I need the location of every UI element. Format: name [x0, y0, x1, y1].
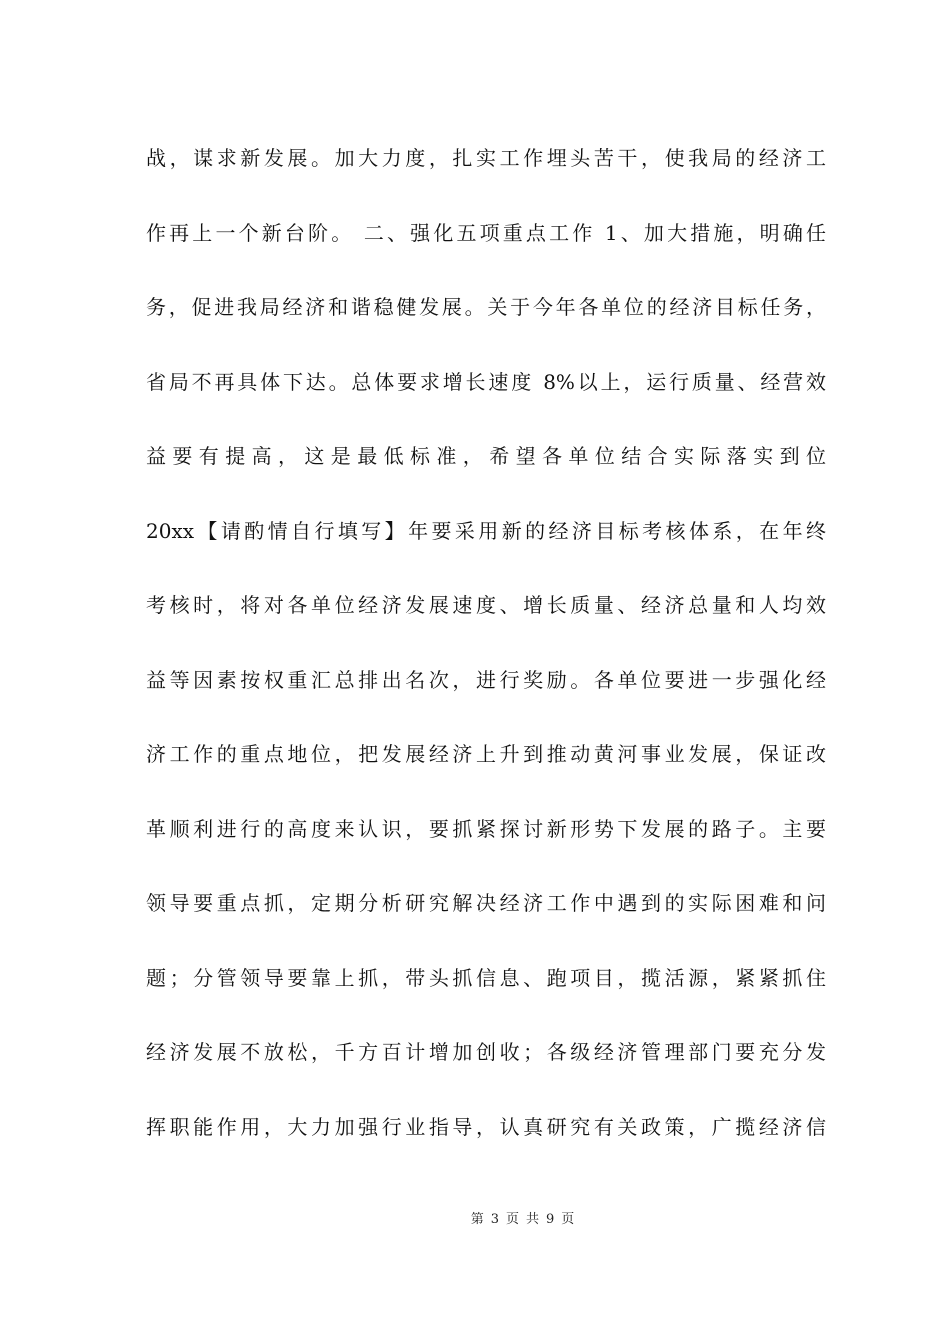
- page-footer: [0, 1208, 950, 1227]
- text-line: 领导要重点抓，定期分析研究解决经济工作中遇到的实际困难和问: [146, 891, 826, 915]
- text-line: 革顺利进行的高度来认识，要抓紧探讨新形势下发展的路子。主要: [146, 816, 826, 841]
- text-line: 务，促进我局经济和谐稳健发展。关于今年各单位的经济目标任务，: [146, 295, 826, 319]
- text-line: 战，谋求新发展。加大力度，扎实工作埋头苦干，使我局的经济工: [146, 146, 826, 170]
- text-line: 挥职能作用，大力加强行业指导，认真研究有关政策，广揽经济信: [146, 1114, 826, 1139]
- text-line: 20xx【请酌情自行填写】年要采用新的经济目标考核体系，在年终: [146, 518, 826, 543]
- text-line: 题；分管领导要靠上抓，带头抓信息、跑项目，揽活源，紧紧抓住: [146, 965, 826, 990]
- text-line: 益等因素按权重汇总排出名次，进行奖励。各单位要进一步强化经: [146, 667, 826, 692]
- current-page-number: 3: [490, 1212, 500, 1227]
- page-label-mid2: 共: [526, 1212, 541, 1227]
- text-line: 作再上一个新台阶。 二、强化五项重点工作 1、加大措施，明确任: [146, 220, 826, 245]
- page-label-prefix: 第: [470, 1212, 485, 1227]
- text-line: 益要有提高，这是最低标准，希望各单位结合实际落实到位: [146, 444, 826, 468]
- text-line: 经济发展不放松，千方百计增加创收；各级经济管理部门要充分发: [146, 1040, 826, 1064]
- text-line: 考核时，将对各单位经济发展速度、增长质量、经济总量和人均效: [146, 593, 826, 617]
- total-pages-number: 9: [546, 1212, 556, 1227]
- text-line: 济工作的重点地位，把发展经济上升到推动黄河事业发展，保证改: [146, 742, 826, 766]
- page-label-suffix: 页: [561, 1212, 576, 1227]
- page-label-mid1: 页: [505, 1212, 520, 1227]
- body-text: [146, 138, 826, 1181]
- text-line: 省局不再具体下达。总体要求增长速度 8%以上，运行质量、经营效: [146, 369, 826, 394]
